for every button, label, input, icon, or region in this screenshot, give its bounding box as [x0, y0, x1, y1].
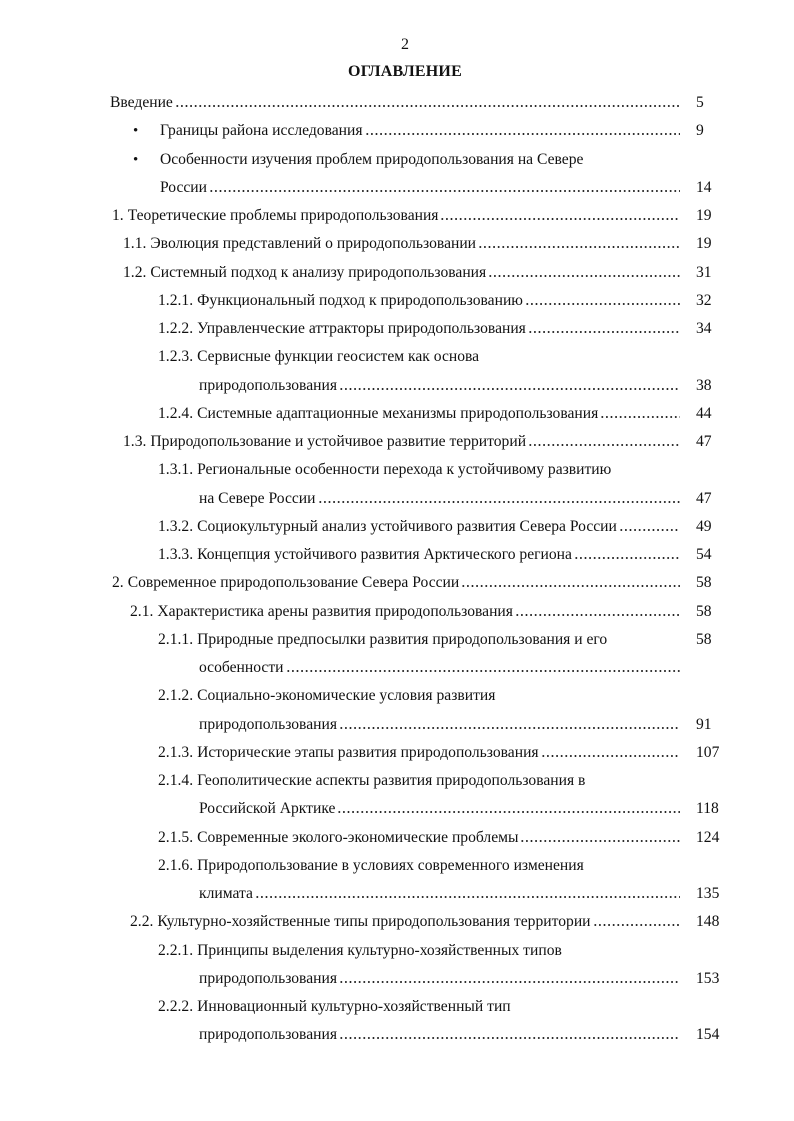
toc-page-number: 54: [696, 546, 712, 563]
toc-entry-number: 1.2.3.: [158, 348, 194, 366]
toc-entry-number: 1.3.1.: [158, 461, 194, 479]
toc-entry-continuation[interactable]: [0, 965, 794, 993]
toc-entry[interactable]: [0, 852, 794, 880]
toc-entry-number: 1.3.2.: [158, 517, 194, 535]
toc-entry-number: 1.: [112, 207, 124, 224]
table-of-contents: [0, 89, 794, 1050]
dot-leader: [574, 557, 680, 559]
toc-entry-title: Особенности изучения проблем природопользования на Севере: [160, 150, 584, 168]
toc-entry-continuation[interactable]: [0, 795, 794, 823]
toc-entry-number: 2.2.: [130, 913, 154, 931]
toc-entry-title: Функциональный подход к природопользованию: [197, 291, 523, 309]
toc-page-number: 148: [696, 913, 720, 931]
toc-page-number: 107: [696, 743, 720, 761]
toc-entry-number: 2.1.5.: [158, 828, 194, 846]
toc-entry-number: 2.1.1.: [158, 630, 194, 648]
toc-entry-title: Культурно-хозяйственные типы природопользования территории: [157, 913, 591, 931]
dot-leader: [365, 133, 680, 135]
toc-entry-number: 2.1.3.: [158, 743, 194, 761]
toc-entry-title: Инновационный культурно-хозяйственный тип: [197, 998, 511, 1015]
toc-entry-title: Региональные особенности перехода к устойчивому развитию: [197, 461, 612, 479]
dot-leader: [600, 416, 680, 418]
dot-leader: [339, 1037, 680, 1039]
dot-leader: [528, 331, 680, 333]
toc-entry[interactable]: [0, 569, 794, 597]
toc-page-number: 38: [696, 376, 712, 394]
dot-leader: [339, 981, 680, 983]
toc-page-number: 154: [696, 1026, 720, 1044]
toc-page-number: 34: [696, 320, 712, 337]
toc-page-number: 19: [696, 207, 712, 224]
dot-leader: [339, 388, 680, 390]
toc-entry-title: климата: [199, 885, 253, 902]
toc-entry-continuation[interactable]: [0, 372, 794, 400]
toc-entry-number: 1.2.2.: [158, 320, 194, 337]
toc-entry-title: природопользования: [199, 376, 337, 394]
toc-page-number: 5: [696, 94, 704, 111]
toc-page-number: 91: [696, 715, 712, 733]
toc-page-number: 124: [696, 828, 720, 846]
toc-page-number: 9: [696, 122, 704, 140]
toc-entry-title: Социокультурный анализ устойчивого развития Севера России: [197, 517, 617, 535]
toc-entry-number: 1.3.: [123, 433, 147, 450]
toc-page-number: 118: [696, 800, 719, 818]
toc-page-number: 153: [696, 969, 720, 987]
toc-entry[interactable]: [0, 117, 794, 145]
page-number: 2: [401, 36, 409, 53]
toc-entry-title: Геополитические аспекты развития природопользования в: [197, 772, 586, 789]
toc-entry-title: Управленческие аттракторы природопользования: [197, 320, 526, 337]
toc-page-number: 31: [696, 263, 712, 281]
toc-page-number: 47: [696, 489, 712, 507]
toc-entry[interactable]: [0, 202, 794, 230]
toc-entry-title: Природные предпосылки развития природопользования и его: [197, 630, 608, 648]
toc-entry-number: 2.1.4.: [158, 772, 194, 789]
toc-page-number: 58: [696, 602, 712, 620]
toc-entry-title: природопользования: [199, 969, 337, 987]
toc-entry-continuation[interactable]: [0, 654, 794, 682]
toc-entry[interactable]: [0, 541, 794, 569]
toc-entry[interactable]: [0, 89, 794, 117]
toc-entry-title: Российской Арктике: [199, 800, 336, 818]
toc-entry[interactable]: [0, 682, 794, 710]
toc-entry-title: Природопользование в условиях современного изменения: [197, 856, 584, 874]
toc-page-number: 32: [696, 291, 712, 309]
toc-entry[interactable]: [0, 908, 794, 936]
toc-entry-title: Системный подход к анализу природопользования: [150, 263, 487, 281]
toc-page-number: 49: [696, 517, 712, 535]
toc-entry-continuation[interactable]: [0, 711, 794, 739]
toc-entry-title: природопользования: [199, 1026, 337, 1044]
dot-leader: [318, 501, 681, 503]
dot-leader: [593, 924, 680, 926]
toc-entry-title: Концепция устойчивого развития Арктического региона: [197, 546, 572, 563]
toc-entry-number: 2.2.2.: [158, 998, 194, 1015]
dot-leader: [175, 105, 680, 107]
toc-entry-continuation[interactable]: [0, 174, 794, 202]
toc-entry-number: 2.: [112, 574, 124, 592]
dot-leader: [525, 303, 680, 305]
toc-entry-number: 2.2.1.: [158, 941, 194, 959]
toc-entry-continuation[interactable]: [0, 1021, 794, 1049]
toc-entry[interactable]: [0, 739, 794, 767]
toc-entry-title: Принципы выделения культурно-хозяйственных типов: [197, 941, 562, 959]
dot-leader: [515, 614, 680, 616]
toc-entry[interactable]: [0, 824, 794, 852]
toc-entry-title: особенности: [199, 659, 284, 676]
toc-entry-number: 1.2.1.: [158, 291, 194, 309]
toc-page-number: 58: [696, 630, 712, 648]
toc-entry-number: 2.1.2.: [158, 687, 194, 705]
dot-leader: [337, 811, 680, 813]
dot-leader: [461, 585, 680, 587]
toc-page-number: 135: [696, 885, 720, 902]
toc-entry[interactable]: [0, 993, 794, 1021]
toc-entry[interactable]: [0, 343, 794, 371]
toc-entry-number: 1.1.: [123, 235, 147, 253]
toc-entry-title: Современные эколого-экономические проблемы: [197, 828, 519, 846]
toc-entry[interactable]: [0, 230, 794, 258]
toc-entry-title: Эволюция представлений о природопользовании: [150, 235, 477, 253]
toc-entry[interactable]: [0, 598, 794, 626]
dot-leader: [488, 275, 680, 277]
toc-entry[interactable]: [0, 315, 794, 343]
toc-entry-title: России: [160, 178, 208, 196]
toc-entry-title: Сервисные функции геосистем как основа: [197, 348, 480, 366]
toc-entry-title: Системные адаптационные механизмы природопользования: [197, 404, 599, 422]
dot-leader: [528, 444, 680, 446]
dot-leader: [286, 670, 680, 672]
toc-entry-number: 1.2.4.: [158, 404, 194, 422]
toc-page-number: 19: [696, 235, 712, 253]
toc-page-number: 14: [696, 178, 712, 196]
toc-entry[interactable]: [0, 767, 794, 795]
toc-entry[interactable]: [0, 287, 794, 315]
toc-entry-title: Теоретические проблемы природопользования: [127, 207, 439, 224]
toc-entry-title: на Севере России: [199, 489, 316, 507]
dot-leader: [478, 246, 680, 248]
dot-leader: [520, 840, 680, 842]
dot-leader: [541, 755, 680, 757]
toc-entry-number: 1.2.: [123, 263, 147, 281]
toc-entry-number: 2.1.: [130, 602, 154, 620]
dot-leader: [339, 727, 680, 729]
toc-entry-title: Характеристика арены развития природопользования: [157, 602, 513, 620]
toc-page-number: 58: [696, 574, 712, 592]
toc-entry[interactable]: [0, 259, 794, 287]
toc-entry[interactable]: [0, 428, 794, 456]
toc-entry[interactable]: [0, 626, 794, 654]
toc-entry-title: Современное природопользование Севера России: [127, 574, 460, 592]
dot-leader: [440, 218, 680, 220]
dot-leader: [619, 529, 680, 531]
toc-page-number: 47: [696, 433, 712, 450]
toc-entry-title: природопользования: [199, 715, 337, 733]
toc-entry-number: 1.3.3.: [158, 546, 194, 563]
toc-entry-title: Введение: [110, 94, 173, 111]
page-title: ОГЛАВЛЕНИЕ: [348, 63, 462, 80]
toc-entry[interactable]: [0, 146, 794, 174]
dot-leader: [255, 896, 680, 898]
toc-entry-title: Природопользование и устойчивое развитие территорий: [150, 433, 527, 450]
toc-entry[interactable]: [0, 937, 794, 965]
toc-entry-title: Границы района исследования: [160, 122, 363, 140]
toc-page-number: 44: [696, 404, 712, 422]
toc-entry[interactable]: [0, 400, 794, 428]
bullet-icon: •: [133, 151, 139, 168]
toc-entry-number: 2.1.6.: [158, 856, 194, 874]
toc-entry[interactable]: [0, 513, 794, 541]
toc-entry-title: Исторические этапы развития природопользования: [197, 743, 539, 761]
toc-entry-continuation[interactable]: [0, 880, 794, 908]
bullet-icon: •: [133, 123, 139, 140]
toc-entry-continuation[interactable]: [0, 485, 794, 513]
toc-entry[interactable]: [0, 456, 794, 484]
toc-entry-title: Социально-экономические условия развития: [197, 687, 496, 705]
dot-leader: [209, 190, 680, 192]
